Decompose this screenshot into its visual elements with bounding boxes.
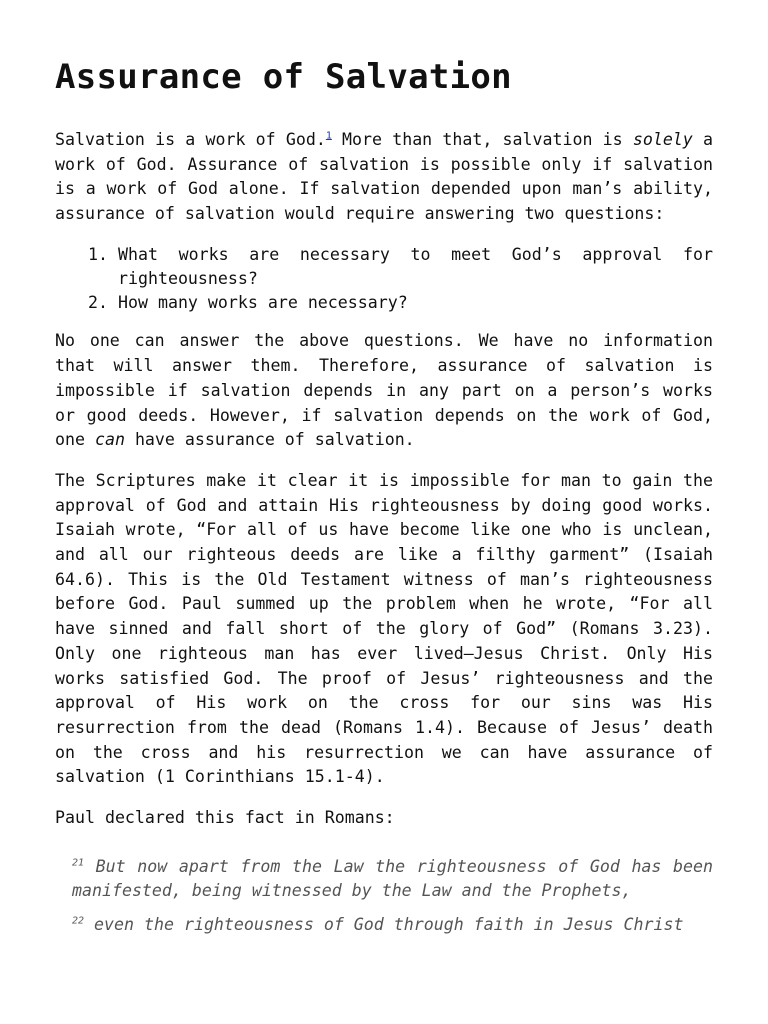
intro-paragraph — [55, 128, 713, 227]
intro-emphasis: solely — [632, 130, 693, 149]
intro-text-start: Salvation is a work of God. — [55, 130, 326, 149]
scriptures-paragraph: The Scriptures make it clear it is impossible for man to gain the approval of God and attain His righteousness by doing good works. Isaiah wrote, “For all of us have become like one who is unclean, and all our righteous deeds are like a filthy garment” (Isaiah 64.6). This is the Old Testament witness of man’s righteousness before God. Paul summed up the problem when he wrote, “For all have sinned and fall short of the glory of God” (Romans 3.23). Only one righteous man has ever lived—Jesus Christ. Only His works satisfied God. The proof of Jesus’ righteousness and the approval of His work on the cross for our sins was His resurrection from the dead (Romans 1.4). Because of Jesus’ death on the cross and his resurrection we can have assurance of salvation (1 Corinthians 15.1-4). — [55, 470, 713, 787]
answer-paragraph — [55, 329, 713, 453]
romans-quote — [55, 855, 713, 938]
answer-emphasis: can — [94, 430, 125, 450]
questions-list — [55, 243, 713, 316]
list-item: 1. What works are necessary to meet God’s approval for righteousness? — [118, 243, 713, 291]
answer-text-end: have assurance of salvation. — [124, 430, 415, 450]
verse-text: even the righteousness of God through faith in Jesus Christ — [94, 914, 684, 934]
article — [55, 56, 713, 946]
romans-intro-paragraph: Paul declared this fact in Romans: — [55, 808, 395, 828]
list-item: 2. How many works are necessary? — [118, 291, 713, 315]
intro-text-end: a work of God. Assurance of salvation is possible only if salvation is a work of God alone. If salvation depended upon man’s ability, assurance of salvation would require answering two questions: — [55, 130, 713, 224]
page-title: Assurance of Salvation — [55, 57, 512, 97]
quote-verse — [72, 855, 713, 904]
intro-text-middle: More than that, salvation is — [331, 130, 633, 149]
verse-number: 21 — [72, 857, 85, 869]
answer-text-start: No one can answer the above questions. We have no information that will answer them. Therefore, assurance of salvation is impossible if salvation depends in any part on a person’s works or good deeds. However, if salvation depends on the work of God, one — [55, 331, 713, 450]
verse-number: 22 — [72, 915, 85, 927]
quote-verse — [72, 913, 713, 938]
verse-text: But now apart from the Law the righteousness of God has been manifested, being witnessed by the Law and the Prophets, — [72, 856, 713, 901]
footnote-link[interactable]: 1 — [325, 130, 332, 142]
